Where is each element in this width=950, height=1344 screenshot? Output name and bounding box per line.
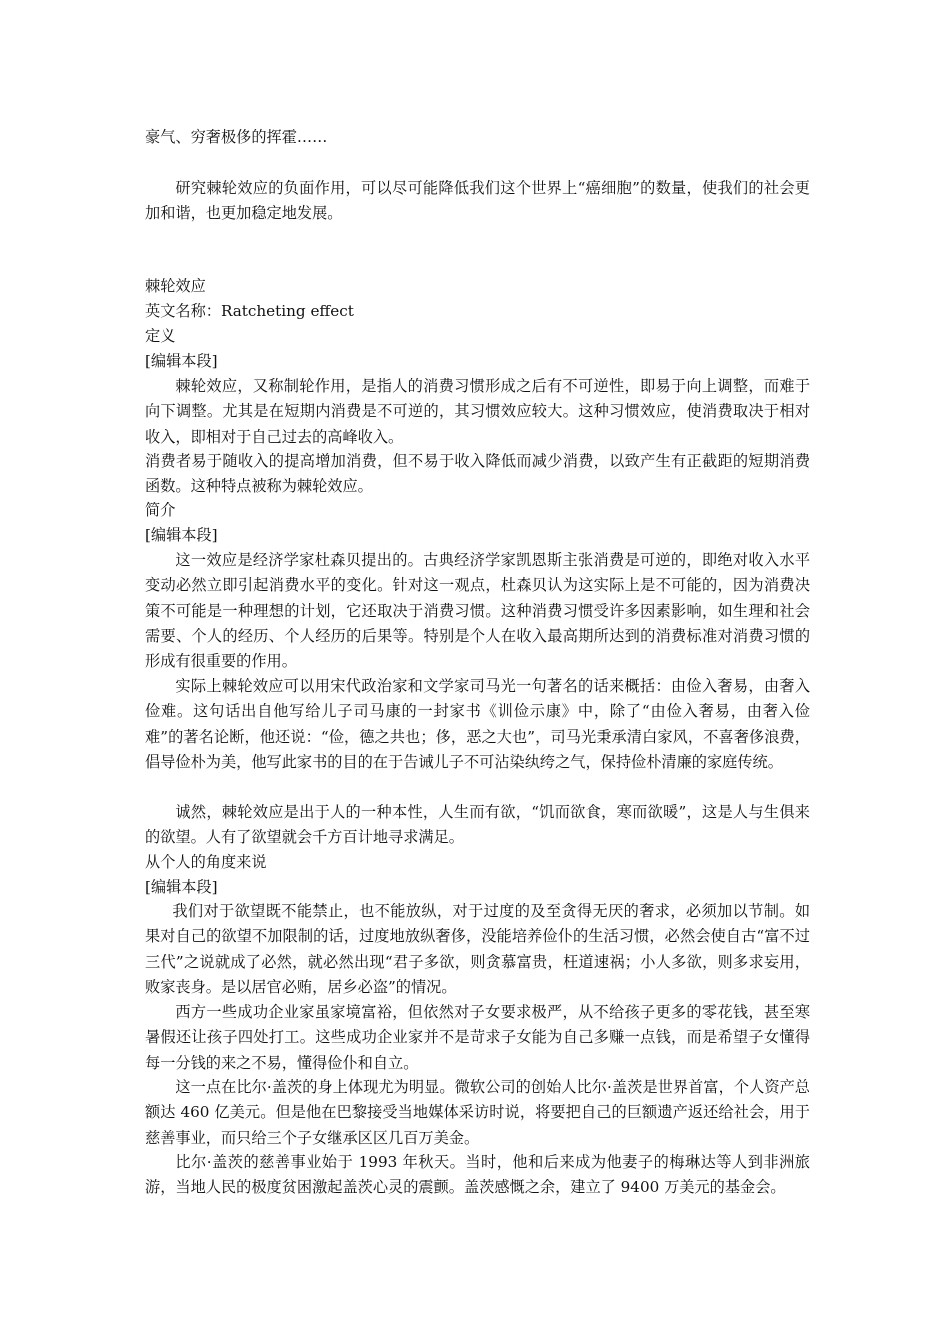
paragraph: 实际上棘轮效应可以用宋代政治家和文学家司马光一句著名的话来概括：由俭入奢易，由奢入俭难。这句话出自他写给儿子司马康的一封家书《训俭示康》中，除了“由俭入奢易，由奢入俭难”的著名论断，他还说：“俭，德之共也；侈，恶之大也”，司马光秉承清白家风，不喜奢侈浪费，倡导俭朴为美，他写此家书的目的在于告诫儿子不可沾染纨绔之气，保持俭朴清廉的家庭传统。 xyxy=(145,677,810,771)
intro-line: 豪气、穷奢极侈的挥霍…… xyxy=(145,128,328,146)
section-heading-intro: 简介 xyxy=(145,501,176,519)
paragraph: 我们对于欲望既不能禁止，也不能放纵，对于过度的及至贪得无厌的奢求，必须加以节制。如果对自己的欲望不加限制的话，过度地放纵奢侈，没能培养俭仆的生活习惯，必然会使自古“富不过三代”之说就成了必然，就必然出现“君子多欲，则贪慕富贵，枉道速祸；小人多欲，则多求妄用，败家丧身。是以居官必贿，居乡必盗”的情况。 xyxy=(145,902,810,996)
paragraph: 诚然，棘轮效应是出于人的一种本性，人生而有欲，“饥而欲食，寒而欲暖”，这是人与生俱来的欲望。人有了欲望就会千方百计地寻求满足。 xyxy=(145,803,810,847)
edit-section-link[interactable]: [编辑本段] xyxy=(145,526,218,544)
section-heading-definition: 定义 xyxy=(145,327,176,345)
english-name: 英文名称：Ratcheting effect xyxy=(145,302,354,320)
edit-section-link[interactable]: [编辑本段] xyxy=(145,878,218,896)
edit-section-link[interactable]: [编辑本段] xyxy=(145,352,218,370)
paragraph: 西方一些成功企业家虽家境富裕，但依然对子女要求极严，从不给孩子更多的零花钱，甚至寒暑假还让孩子四处打工。这些成功企业家并不是苛求子女能为自己多赚一点钱，而是希望子女懂得每一分钱的来之不易，懂得俭仆和自立。 xyxy=(145,1003,810,1072)
paragraph: 比尔·盖茨的慈善事业始于 1993 年秋天。当时，他和后来成为他妻子的梅琳达等人到非洲旅游，当地人民的极度贫困激起盖茨心灵的震颤。盖茨感慨之余，建立了 9400 万美元的基金会。 xyxy=(145,1153,810,1197)
intro-paragraph: 研究棘轮效应的负面作用，可以尽可能降低我们这个世界上“癌细胞”的数量，使我们的社会更加和谐，也更加稳定地发展。 xyxy=(145,179,810,223)
article-title: 棘轮效应 xyxy=(145,277,206,295)
section-heading-personal: 从个人的角度来说 xyxy=(145,853,267,871)
paragraph: 棘轮效应，又称制轮作用，是指人的消费习惯形成之后有不可逆性，即易于向上调整，而难于向下调整。尤其是在短期内消费是不可逆的，其习惯效应较大。这种习惯效应，使消费取决于相对收入，即相对于自己过去的高峰收入。 xyxy=(145,377,810,446)
paragraph: 这一点在比尔·盖茨的身上体现尤为明显。微软公司的创始人比尔·盖茨是世界首富，个人资产总额达 460 亿美元。但是他在巴黎接受当地媒体采访时说，将要把自己的巨额遗产返还给社会，用于慈善事业，而只给三个子女继承区区几百万美金。 xyxy=(145,1078,810,1147)
paragraph: 这一效应是经济学家杜森贝提出的。古典经济学家凯恩斯主张消费是可逆的，即绝对收入水平变动必然立即引起消费水平的变化。针对这一观点，杜森贝认为这实际上是不可能的，因为消费决策不可能是一种理想的计划，它还取决于消费习惯。这种消费习惯受许多因素影响，如生理和社会需要、个人的经历、个人经历的后果等。特别是个人在收入最高期所达到的消费标准对消费习惯的形成有很重要的作用。 xyxy=(145,551,810,671)
paragraph: 消费者易于随收入的提高增加消费，但不易于收入降低而减少消费，以致产生有正截距的短期消费函数。这种特点被称为棘轮效应。 xyxy=(145,452,810,496)
